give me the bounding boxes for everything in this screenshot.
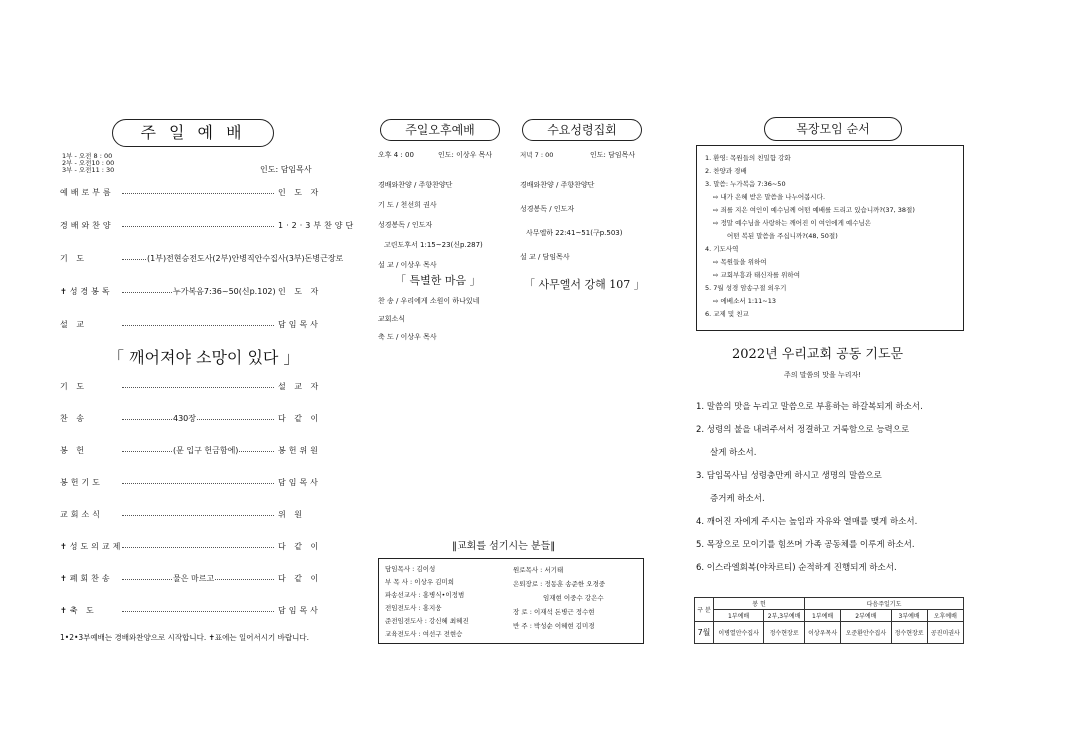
service-row-person: 담임목사 xyxy=(278,320,321,329)
pm-item: 기 도 / 천선희 권사 xyxy=(378,201,437,209)
service-row-person: 담임목사 xyxy=(278,478,321,487)
leader-dots xyxy=(122,483,274,484)
service-row-label: ✝성경봉독 xyxy=(60,287,113,296)
pm-item: 경배와찬양 / 주향찬양단 xyxy=(378,181,453,189)
service-row-person: 설 교 자 xyxy=(278,382,322,391)
service-row xyxy=(60,509,330,521)
service-row-label: 기 도 xyxy=(60,382,87,391)
service-row-label: 봉헌기도 xyxy=(60,478,103,487)
cell-meeting-item: ⇨ 내가 은혜 받은 말씀을 나누어봅시다. xyxy=(713,193,826,201)
leader-dots xyxy=(122,193,274,194)
staff-line: 부 목 사 : 이상우 김미희 xyxy=(385,578,455,586)
cell-meeting-item: ⇨ 정말 예수님을 사랑하는 깨어진 이 여인에게 예수님은 xyxy=(713,219,872,227)
service-row-detail: 누가복음7:36~50(신p.102) xyxy=(173,287,276,296)
service-row-person: 인 도 자 xyxy=(278,287,322,296)
service-row xyxy=(60,381,330,393)
wed-item: 사무엘하 22:41~51(구p.503) xyxy=(526,229,623,237)
offering-table xyxy=(694,597,964,644)
service-row-detail: 430장 xyxy=(173,414,196,423)
staff-line: 전임전도사 : 홍지웅 xyxy=(385,604,442,612)
leader-dots xyxy=(122,387,274,388)
service-row-detail: (문 입구 헌금함에) xyxy=(173,446,239,455)
cell-meeting-item: ⇨ 교회부흥과 태신자를 위하여 xyxy=(713,271,800,279)
service-row-person: 인 도 자 xyxy=(278,188,322,197)
pm-item: 고린도후서 1:15~23(신p.287) xyxy=(384,241,483,249)
service-row xyxy=(60,573,330,585)
leader-dots xyxy=(122,419,274,420)
prayer-line: 6. 이스라엘회복(야차르티) 순적하게 진행되게 하소서. xyxy=(696,563,897,573)
service-row-label: 봉 헌 xyxy=(60,446,87,455)
prayer-line: 3. 담임목사님 성령충만케 하시고 생명의 말씀으로 xyxy=(696,471,882,481)
sermon-title: 「 깨어져야 소망이 있다 」 xyxy=(108,348,300,367)
prayer-title: 2022년 우리교회 공동 기도문 xyxy=(732,347,904,362)
wed-leader: 인도: 담임목사 xyxy=(590,151,636,159)
wed-items xyxy=(520,180,622,276)
staff-line: 원로목사 : 서기태 xyxy=(513,566,564,574)
wed-item: 성경봉독 / 인도자 xyxy=(520,205,575,213)
leader-label: 인도: 담임목사 xyxy=(260,165,312,174)
table-cell: 이병열안수집사 xyxy=(714,622,764,644)
staff-line: 은퇴장로 : 정동훈 송준한 오경중 xyxy=(513,580,606,588)
cell-meeting-item: 3. 말씀: 누가복음 7:36~50 xyxy=(705,180,786,188)
staff-line: 담임목사 : 김이성 xyxy=(385,565,436,573)
service-row xyxy=(60,187,330,199)
pm-item: 교회소식 xyxy=(378,315,406,323)
cell-meeting-item: 어떤 복된 말씀을 주십니까?(48, 50절) xyxy=(727,232,838,240)
service-row-person: 다 같 이 xyxy=(278,414,322,423)
pm-items2 xyxy=(378,296,479,350)
prayer-line: 5. 목장으로 모이기를 힘쓰며 가족 공동체를 이루게 하소서. xyxy=(696,540,915,550)
service-times xyxy=(62,153,114,174)
table-cell: 정수현장로 xyxy=(764,622,805,644)
wed-sermon: 「 사무엘서 강해 107 」 xyxy=(524,278,645,291)
wednesday-meeting-title: 수요성령집회 xyxy=(522,119,642,141)
time-1: 1부 - 오전 8 : 00 xyxy=(62,152,113,160)
prayer-line: 2. 성령의 불을 내려주셔서 정결하고 거룩함으로 능력으로 xyxy=(696,425,910,435)
leader-dots xyxy=(122,611,274,612)
time-3: 3부 - 오전11 : 30 xyxy=(62,166,115,174)
service-row-label: 설 교 xyxy=(60,320,87,329)
service-row-detail: 물은 마르고 xyxy=(173,574,215,583)
service-row xyxy=(60,220,357,232)
time-2: 2부 - 오전10 : 00 xyxy=(62,159,115,167)
service-row xyxy=(60,253,344,265)
table-sub: 1부예배 xyxy=(714,610,764,622)
leader-dots xyxy=(122,226,274,227)
pm-item: 찬 송 / 우리에게 소원이 하나있네 xyxy=(378,297,480,305)
table-sub: 2부,3부예배 xyxy=(764,610,805,622)
service-row-label: ✝축 도 xyxy=(60,606,97,615)
prayer-line: 증거케 하소서. xyxy=(710,494,765,504)
service-row-person: 담임목사 xyxy=(278,606,321,615)
service-row xyxy=(60,319,330,331)
cell-meeting-item: 6. 교제 및 친교 xyxy=(705,310,749,318)
service-row-label: 찬 송 xyxy=(60,414,87,423)
prayer-line: 4. 깨어진 자에게 주시는 높임과 자유와 열매를 맺게 하소서. xyxy=(696,517,918,527)
service-row xyxy=(60,541,330,553)
cell-meeting-item: 2. 찬양과 경배 xyxy=(705,167,747,175)
staff-right xyxy=(513,563,605,633)
prayer-line: 살게 하소서. xyxy=(710,448,757,458)
service-row-person: 1·2·3부찬양단 xyxy=(278,221,357,230)
table-head-offering: 봉 헌 xyxy=(714,598,805,610)
staff-line: 파송선교사 : 홍병식•이정범 xyxy=(385,591,465,599)
table-cell: 오준환안수집사 xyxy=(841,622,891,644)
wed-item: 경배와찬양 / 주향찬양단 xyxy=(520,181,595,189)
service-row-label: ✝성도의교제 xyxy=(60,542,124,551)
pm-leader: 인도: 이상우 목사 xyxy=(438,151,493,159)
cell-meeting-item: ⇨ 에베소서 1:11~13 xyxy=(713,297,777,305)
service-row-detail: (1부)전현승전도사(2부)안병직안수집사(3부)돈병근장로 xyxy=(147,254,344,263)
cell-meeting-item: ⇨ 목원들을 위하여 xyxy=(713,258,767,266)
leader-dots xyxy=(122,515,274,516)
service-row-label: 기 도 xyxy=(60,254,87,263)
service-row xyxy=(60,413,330,425)
pm-sermon: 「 특별한 마음 」 xyxy=(395,274,481,287)
staff-box xyxy=(378,558,644,644)
staff-title: ‖교회를 섬기시는 분들‖ xyxy=(452,541,556,552)
service-row-person: 위 원 xyxy=(278,510,305,519)
table-head-category: 구 분 xyxy=(695,598,714,622)
service-row-person: 다 같 이 xyxy=(278,574,322,583)
table-cell: 공진미권사 xyxy=(927,622,963,644)
table-cell: 정수현장로 xyxy=(891,622,927,644)
leader-dots xyxy=(122,547,274,548)
prayer-subtitle: 주의 말씀의 맛을 누리자! xyxy=(784,371,862,379)
table-sub: 오후예배 xyxy=(927,610,963,622)
staff-left xyxy=(385,563,469,641)
service-row-label: 경배와찬양 xyxy=(60,221,114,230)
service-row xyxy=(60,286,330,298)
wed-item: 설 교 / 담임목사 xyxy=(520,253,570,261)
service-row-label: 예배로부름 xyxy=(60,188,114,197)
cell-meeting-box xyxy=(696,145,964,331)
service-row xyxy=(60,477,330,489)
service-row-label: ✝폐회찬송 xyxy=(60,574,113,583)
service-row-label: 교회소식 xyxy=(60,510,103,519)
cell-meeting-item: 4. 기도사역 xyxy=(705,245,739,253)
service-row xyxy=(60,445,330,457)
cell-meeting-item: ⇨ 죄를 지은 여인이 예수님께 어떤 예배를 드리고 있습니까?(37, 38절) xyxy=(713,206,915,214)
pm-item: 축 도 / 이상우 목사 xyxy=(378,333,437,341)
staff-line: 장 로 : 이재석 돈병근 정수현 xyxy=(513,608,595,616)
pm-item: 설 교 / 이상우 목사 xyxy=(378,261,437,269)
service-row xyxy=(60,605,330,617)
table-cell: 이상우목사 xyxy=(805,622,841,644)
prayer-line: 1. 말씀의 맛을 누리고 말씀으로 부흥하는 하갈복되게 하소서. xyxy=(696,402,923,412)
table-head-prayer: 다음주일기도 xyxy=(805,598,964,610)
sunday-worship-title: 주 일 예 배 xyxy=(112,119,274,147)
cell-meeting-title: 목장모임 순서 xyxy=(764,117,902,141)
pm-time: 오후 4 : 00 xyxy=(378,151,414,159)
leader-dots xyxy=(122,325,274,326)
worship-note: 1•2•3부예배는 경배와찬양으로 시작합니다. ✝표에는 일어서시기 바랍니다. xyxy=(60,633,309,642)
service-row-person: 봉헌위원 xyxy=(278,446,321,455)
wed-time: 저녁 7 : 00 xyxy=(520,151,554,159)
service-row-person: 다 같 이 xyxy=(278,542,322,551)
cell-meeting-item: 1. 환영: 목원들의 친밀함 강화 xyxy=(705,154,791,162)
staff-line: 반 주 : 박성순 이혜현 김미경 xyxy=(513,622,595,630)
pm-items xyxy=(378,180,483,280)
table-sub: 2부예배 xyxy=(841,610,891,622)
staff-line: 임재현 이중수 강은수 xyxy=(543,594,604,602)
table-month: 7월 xyxy=(695,622,714,644)
staff-line: 준전임전도사 : 강신혜 최혜진 xyxy=(385,617,469,625)
staff-line: 교육전도사 : 여선구 전현승 xyxy=(385,630,463,638)
table-sub: 3부예배 xyxy=(891,610,927,622)
cell-meeting-item: 5. 7월 성경 암송구절 외우기 xyxy=(705,284,787,292)
pm-item: 성경봉독 / 인도자 xyxy=(378,221,433,229)
table-sub: 1부예배 xyxy=(805,610,841,622)
afternoon-worship-title: 주일오후예배 xyxy=(380,119,500,141)
